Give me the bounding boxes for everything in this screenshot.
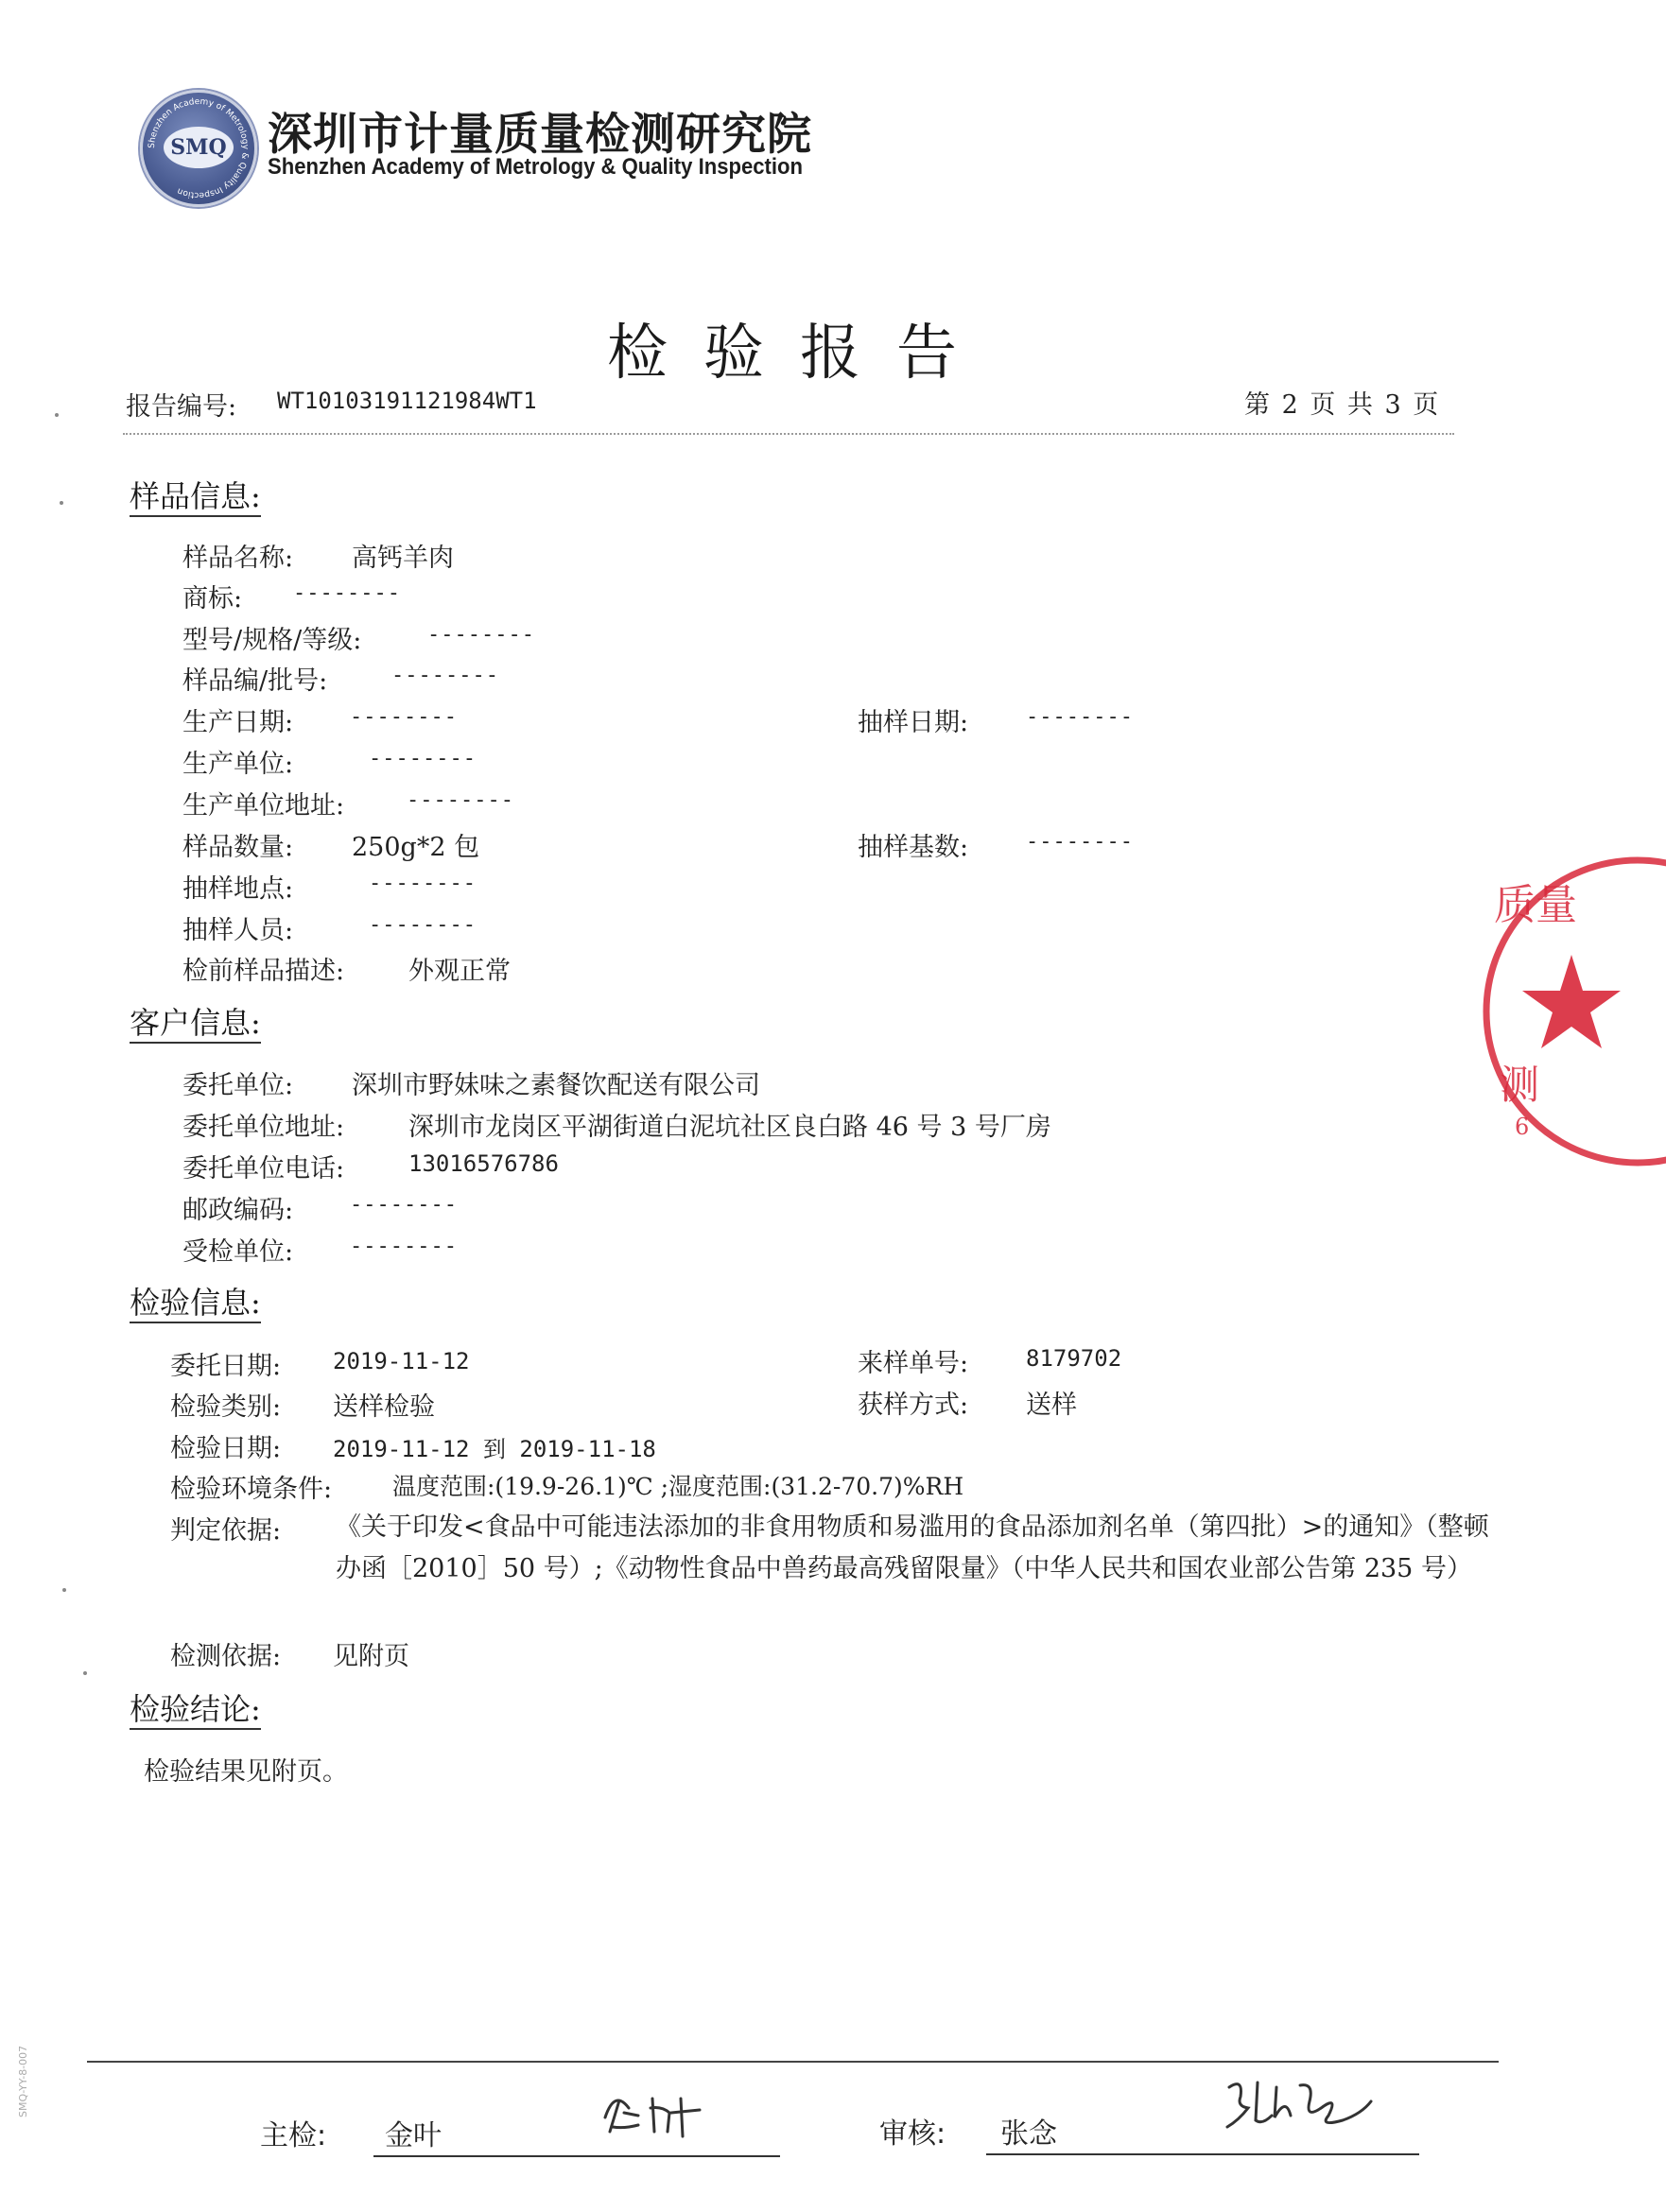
pre-desc-value: 外观正常 <box>408 957 511 986</box>
org-name-en: Shenzhen Academy of Metrology & Quality Inspection <box>268 154 803 180</box>
model-label: 型号/规格/等级: <box>182 626 362 655</box>
page-title: 检验报告 <box>607 319 993 389</box>
client-addr-label: 委托单位地址: <box>182 1113 345 1142</box>
test-date-label: 检验日期: <box>170 1434 282 1463</box>
scan-speck <box>62 1588 66 1592</box>
stamp-text-top: 质量 <box>1494 881 1577 929</box>
client-addr-value: 深圳市龙岗区平湖街道白泥坑社区良白路 46 号 3 号厂房 <box>408 1113 1051 1142</box>
client-phone-value: 13016576786 <box>408 1150 559 1177</box>
sample-name-label: 样品名称: <box>182 544 294 573</box>
quantity-label: 样品数量: <box>182 833 294 862</box>
sampler-value: -------- <box>369 913 477 937</box>
footer-divider <box>87 2061 1499 2063</box>
client-phone-label: 委托单位电话: <box>182 1154 345 1184</box>
client-value: 深圳市野妹味之素餐饮配送有限公司 <box>352 1071 760 1100</box>
scan-speck <box>55 413 59 417</box>
sampling-base-value: -------- <box>1026 830 1134 854</box>
report-no: WT10103191121984WT1 <box>277 388 537 414</box>
org-name-cn: 深圳市计量质量检测研究院 <box>268 109 812 161</box>
producer-addr-value: -------- <box>407 788 514 812</box>
inspector-signature-line <box>373 2155 780 2157</box>
sampling-place-label: 抽样地点: <box>182 874 294 904</box>
inspector-name: 金叶 <box>385 2119 442 2152</box>
test-date-value: 2019-11-12 到 2019-11-18 <box>333 1436 656 1462</box>
batch-value: -------- <box>391 664 499 687</box>
section-inspection-title: 检验信息: <box>130 1284 261 1323</box>
brand-value: -------- <box>293 581 401 605</box>
reviewer-signature-line <box>986 2153 1419 2155</box>
sampling-date-label: 抽样日期: <box>858 708 969 737</box>
model-value: -------- <box>427 623 535 647</box>
margin-form-code: SMQ-YY-8-007 <box>17 2045 29 2117</box>
sampling-date-value: -------- <box>1026 705 1134 729</box>
env-value: 温度范围:(19.9-26.1)℃ ;湿度范围:(31.2-70.7)%RH <box>392 1473 964 1500</box>
sampling-place-value: -------- <box>369 872 477 895</box>
pre-desc-label: 检前样品描述: <box>182 957 345 986</box>
conclusion-text: 检验结果见附页。 <box>144 1757 348 1787</box>
prod-date-label: 生产日期: <box>182 708 294 737</box>
scan-speck <box>60 501 63 505</box>
quantity-value: 250g*2 包 <box>352 833 480 862</box>
env-label: 检验环境条件: <box>170 1475 333 1504</box>
smq-logo <box>140 90 257 207</box>
type-value: 送样检验 <box>333 1392 435 1422</box>
reviewer-name: 张念 <box>1000 2117 1057 2151</box>
report-no-label: 报告编号: <box>126 392 237 422</box>
method-value: 送样 <box>1026 1391 1077 1420</box>
inspected-label: 受检单位: <box>182 1237 294 1267</box>
inspector-label: 主检: <box>260 2119 327 2152</box>
producer-label: 生产单位: <box>182 750 294 779</box>
test-basis-value: 见附页 <box>333 1642 409 1671</box>
sample-name: 高钙羊肉 <box>352 544 454 573</box>
type-label: 检验类别: <box>170 1392 282 1422</box>
logo-ring-text: Shenzhen Academy of Metrology & Quality Inspection <box>147 96 251 200</box>
prod-date-value: -------- <box>350 705 458 729</box>
method-label: 获样方式: <box>858 1391 969 1420</box>
postcode-label: 邮政编码: <box>182 1196 294 1225</box>
order-no-value: 8179702 <box>1026 1345 1122 1372</box>
reviewer-label: 审核: <box>879 2117 946 2151</box>
red-seal-stamp <box>1477 851 1666 1172</box>
inspected-value: -------- <box>350 1235 458 1258</box>
stamp-text-bottom: 测 <box>1500 1062 1540 1108</box>
commission-date-label: 委托日期: <box>170 1352 282 1381</box>
brand-label: 商标: <box>182 584 243 613</box>
test-basis-label: 检测依据: <box>170 1642 282 1671</box>
logo-text: SMQ <box>164 127 234 168</box>
scan-speck <box>83 1671 87 1675</box>
sampling-base-label: 抽样基数: <box>858 833 969 862</box>
section-conclusion-title: 检验结论: <box>130 1690 261 1730</box>
client-label: 委托单位: <box>182 1071 294 1100</box>
basis-label: 判定依据: <box>170 1516 282 1546</box>
commission-date-value: 2019-11-12 <box>333 1348 470 1374</box>
section-client-title: 客户信息: <box>130 1004 261 1044</box>
sampler-label: 抽样人员: <box>182 916 294 945</box>
postcode-value: -------- <box>350 1193 458 1217</box>
header-divider <box>123 433 1454 435</box>
inspector-handwritten-signature <box>596 2080 728 2146</box>
order-no-label: 来样单号: <box>858 1349 969 1378</box>
reviewer-handwritten-signature <box>1220 2068 1380 2144</box>
basis-value: 《关于印发<食品中可能违法添加的非食用物质和易滥用的食品添加剂名单（第四批）>的通知》（整顿办函［2010］50 号）;《动物性食品中兽药最高残留限量》（中华人民共和国农业部公告第 235 号） <box>336 1512 1489 1583</box>
page-info: 第 2 页 共 3 页 <box>1244 390 1441 420</box>
stamp-number: 6 <box>1515 1114 1530 1140</box>
section-sample-title: 样品信息: <box>130 477 261 517</box>
producer-addr-label: 生产单位地址: <box>182 791 345 821</box>
producer-value: -------- <box>369 747 477 770</box>
batch-label: 样品编/批号: <box>182 666 328 696</box>
